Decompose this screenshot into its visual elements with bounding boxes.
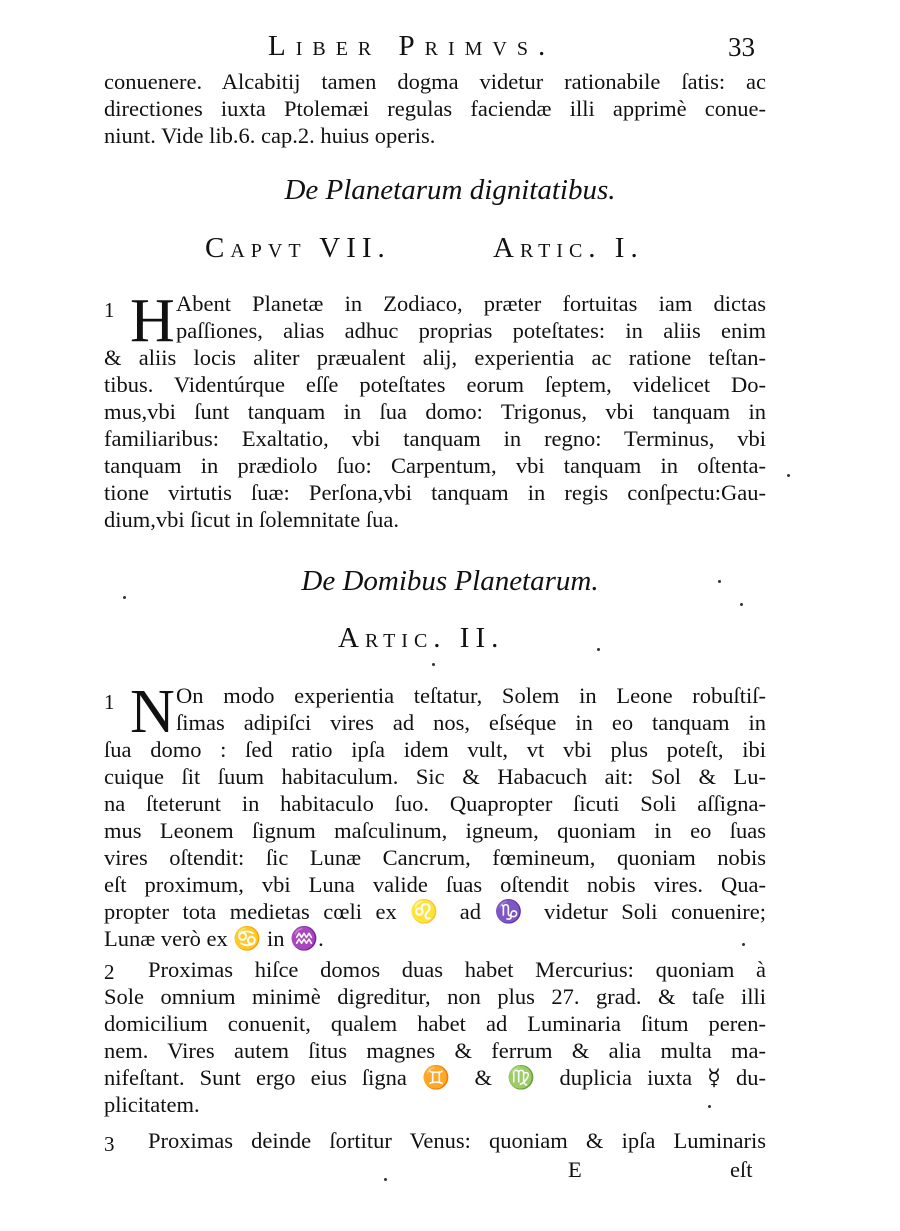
text-line: Abent Planetæ in Zodiaco, præter fortuitas iam dictas xyxy=(176,291,766,316)
running-head-title: Liber Primvs. xyxy=(268,30,556,62)
text-line: tione virtutis ſuæ: Perſona,vbi tanquam in regis conſpectu:Gau- xyxy=(104,480,766,505)
chapter-heading: Capvt VII. xyxy=(205,232,391,264)
text-line: ſimas adipiſci vires ad nos, eſséque in eo tanquam in xyxy=(176,710,766,735)
text-line: & aliis locis aliter præualent alij, experientia ac ratione teſtan- xyxy=(104,345,766,370)
text-line: plicitatem. xyxy=(104,1092,200,1117)
text-line: domicilium conuenit, qualem habet ad Luminaria ſitum peren- xyxy=(104,1011,766,1036)
running-head xyxy=(0,30,900,70)
text-line: nem. Vires autem ſitus magnes & ferrum & alia multa ma- xyxy=(104,1038,766,1063)
page-number: 33 xyxy=(728,32,755,62)
text-line: Sole omnium minimè digreditur, non plus 27. grad. & taſe illi xyxy=(104,984,766,1009)
ink-speck xyxy=(597,648,600,651)
ink-speck xyxy=(708,1105,711,1108)
paragraph-number: 2 xyxy=(104,960,115,984)
signature-mark: E xyxy=(568,1157,582,1182)
ink-speck xyxy=(384,1178,387,1181)
text-line: On modo experientia teſtatur, Solem in Leone robuſtiſ- xyxy=(176,683,766,708)
ink-speck xyxy=(718,580,721,583)
article-heading: Artic. I. xyxy=(493,232,644,264)
text-line: conuenere. Alcabitij tamen dogma videtur rationabile ſatis: ac xyxy=(104,69,766,94)
drop-cap: H xyxy=(130,287,175,355)
article-heading: Artic. II. xyxy=(338,622,505,654)
text-line: familiaribus: Exaltatio, vbi tanquam in regno: Terminus, vbi xyxy=(104,426,766,451)
text-line: Proximas hiſce domos duas habet Mercurius: quoniam à xyxy=(148,957,766,982)
ink-speck xyxy=(740,603,743,606)
catchword: eſt xyxy=(730,1157,753,1182)
ink-speck xyxy=(742,943,745,946)
text-line: mus,vbi ſunt tanquam in ſua domo: Trigonus, vbi tanquam in xyxy=(104,399,766,424)
text-line: vires oſtendit: ſic Lunæ Cancrum, fœmineum, quoniam nobis xyxy=(104,845,766,870)
paragraph-number: 1 xyxy=(104,690,115,714)
text-line: eſt proximum, vbi Luna valide ſuas oſtendit nobis vires. Qua- xyxy=(104,872,766,897)
text-line: na ſteterunt in habitaculo ſuo. Quapropter ſicuti Soli aſſigna- xyxy=(104,791,766,816)
paragraph-number: 1 xyxy=(104,298,115,322)
text-line: Proximas deinde ſortitur Venus: quoniam & ipſa Luminaris xyxy=(148,1128,766,1153)
ink-speck xyxy=(787,474,790,477)
ink-speck xyxy=(432,663,435,666)
paragraph-number: 3 xyxy=(104,1132,115,1156)
text-line: Lunæ verò ex ♋ in ♒. xyxy=(104,926,324,951)
text-line: directiones iuxta Ptolemæi regulas faciendæ illi apprimè conue- xyxy=(104,96,766,121)
drop-cap: N xyxy=(130,678,175,746)
text-line: niunt. Vide lib.6. cap.2. huius operis. xyxy=(104,123,436,148)
text-line: ſua domo : ſed ratio ipſa idem vult, vt vbi plus poteſt, ibi xyxy=(104,737,766,762)
text-line: tanquam in prædiolo ſuo: Carpentum, vbi tanquam in oſtenta- xyxy=(104,453,766,478)
text-line: paſſiones, alias adhuc proprias poteſtates: in aliis enim xyxy=(176,318,766,343)
text-line: mus Leonem ſignum maſculinum, igneum, quoniam in eo ſuas xyxy=(104,818,766,843)
text-line: nifeſtant. Sunt ergo eius ſigna ♊ & ♍ duplicia iuxta ☿ du- xyxy=(104,1065,766,1090)
section-heading: De Planetarum dignitatibus. xyxy=(284,174,616,206)
text-line: propter tota medietas cœli ex ♌ ad ♑ videtur Soli conuenire; xyxy=(104,899,766,924)
ink-speck xyxy=(123,596,126,599)
text-line: tibus. Videntúrque eſſe poteſtates eorum ſeptem, videlicet Do- xyxy=(104,372,766,397)
text-line: cuique ſit ſuum habitaculum. Sic & Habacuch ait: Sol & Lu- xyxy=(104,764,766,789)
section-heading: De Domibus Planetarum. xyxy=(301,565,599,597)
text-line: dium,vbi ſicut in ſolemnitate ſua. xyxy=(104,507,399,532)
